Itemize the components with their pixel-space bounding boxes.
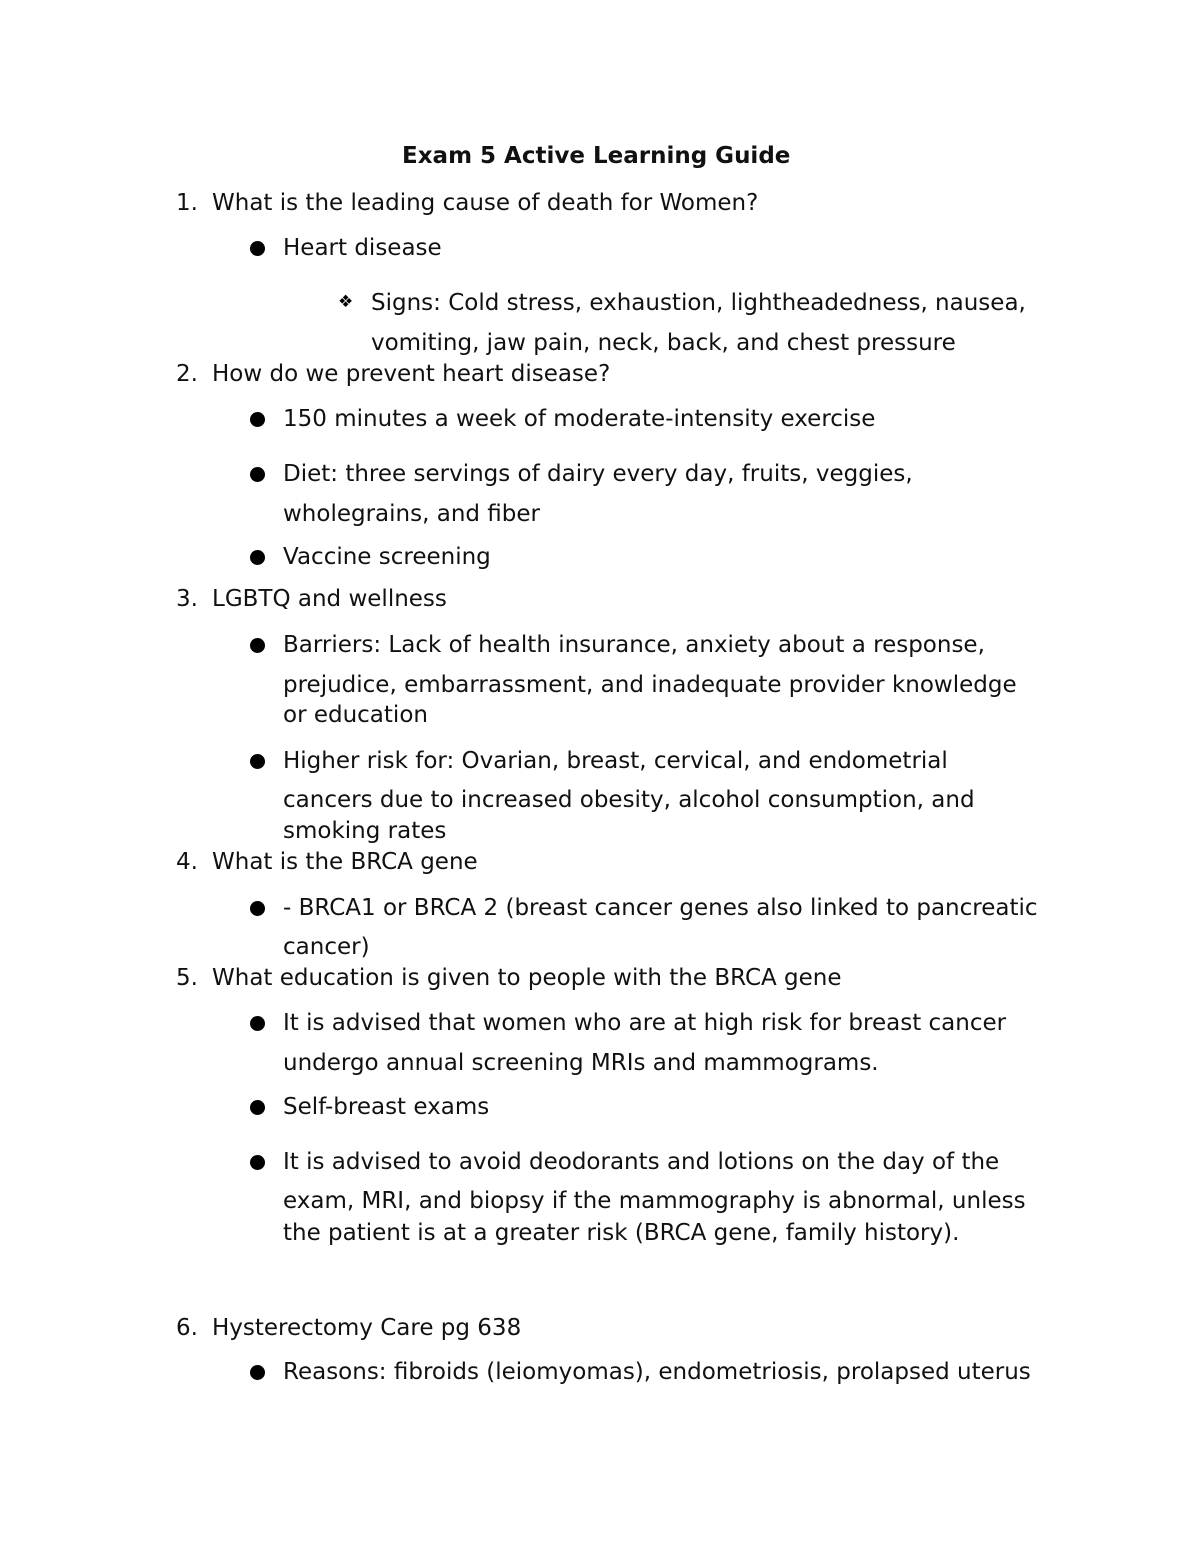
filled-circle-bullet-icon — [250, 1016, 265, 1031]
item-2-question: How do we prevent heart disease? — [212, 361, 611, 387]
item-5-bullet-3-line-3: the patient is at a greater risk (BRCA gene, family history). — [283, 1220, 960, 1246]
filled-circle-bullet-icon — [250, 241, 265, 256]
item-6-bullet-1-line-1: Reasons: fibroids (leiomyomas), endometriosis, prolapsed uterus — [283, 1359, 1031, 1385]
item-5-bullet-2-line-1: Self-breast exams — [283, 1094, 490, 1120]
item-5-number: 5. — [176, 965, 198, 991]
item-5-question: What education is given to people with the BRCA gene — [212, 965, 842, 991]
item-2-number: 2. — [176, 361, 198, 387]
item-6-question: Hysterectomy Care pg 638 — [212, 1315, 522, 1341]
item-5-bullet-1-line-2: undergo annual screening MRIs and mammograms. — [283, 1050, 879, 1076]
item-3-number: 3. — [176, 586, 198, 612]
item-3-bullet-2-line-3: smoking rates — [283, 818, 447, 844]
four-diamond-bullet-icon: ❖ — [338, 292, 354, 312]
item-3-bullet-1-line-3: or education — [283, 702, 428, 728]
item-3-bullet-1-line-1: Barriers: Lack of health insurance, anxiety about a response, — [283, 632, 985, 658]
item-2-bullet-2-line-1: Diet: three servings of dairy every day, fruits, veggies, — [283, 461, 913, 487]
filled-circle-bullet-icon — [250, 550, 265, 565]
item-1-question: What is the leading cause of death for Women? — [212, 190, 759, 216]
item-3-bullet-1-line-2: prejudice, embarrassment, and inadequate provider knowledge — [283, 672, 1017, 698]
item-2-bullet-1-line-1: 150 minutes a week of moderate-intensity exercise — [283, 406, 876, 432]
item-6-number: 6. — [176, 1315, 198, 1341]
item-3-bullet-2-line-2: cancers due to increased obesity, alcohol consumption, and — [283, 787, 975, 813]
item-3-question: LGBTQ and wellness — [212, 586, 447, 612]
item-1-subbullet-line-1: Signs: Cold stress, exhaustion, lightheadedness, nausea, — [371, 290, 1026, 316]
filled-circle-bullet-icon — [250, 754, 265, 769]
filled-circle-bullet-icon — [250, 1155, 265, 1170]
item-1-number: 1. — [176, 190, 198, 216]
item-5-bullet-1-line-1: It is advised that women who are at high risk for breast cancer — [283, 1010, 1007, 1036]
filled-circle-bullet-icon — [250, 412, 265, 427]
item-4-number: 4. — [176, 849, 198, 875]
item-2-bullet-2-line-2: wholegrains, and fiber — [283, 501, 540, 527]
item-2-bullet-3-line-1: Vaccine screening — [283, 544, 491, 570]
item-4-bullet-1-line-1: - BRCA1 or BRCA 2 (breast cancer genes also linked to pancreatic — [283, 895, 1038, 921]
item-4-bullet-1-line-2: cancer) — [283, 934, 370, 960]
filled-circle-bullet-icon — [250, 638, 265, 653]
item-1-bullet-1-line-1: Heart disease — [283, 235, 442, 261]
filled-circle-bullet-icon — [250, 901, 265, 916]
page-title: Exam 5 Active Learning Guide — [402, 143, 791, 169]
item-4-question: What is the BRCA gene — [212, 849, 478, 875]
filled-circle-bullet-icon — [250, 1100, 265, 1115]
item-5-bullet-3-line-2: exam, MRI, and biopsy if the mammography is abnormal, unless — [283, 1188, 1026, 1214]
item-3-bullet-2-line-1: Higher risk for: Ovarian, breast, cervical, and endometrial — [283, 748, 948, 774]
item-5-bullet-3-line-1: It is advised to avoid deodorants and lotions on the day of the — [283, 1149, 1000, 1175]
item-1-subbullet-line-2: vomiting, jaw pain, neck, back, and chest pressure — [371, 330, 956, 356]
filled-circle-bullet-icon — [250, 467, 265, 482]
filled-circle-bullet-icon — [250, 1365, 265, 1380]
